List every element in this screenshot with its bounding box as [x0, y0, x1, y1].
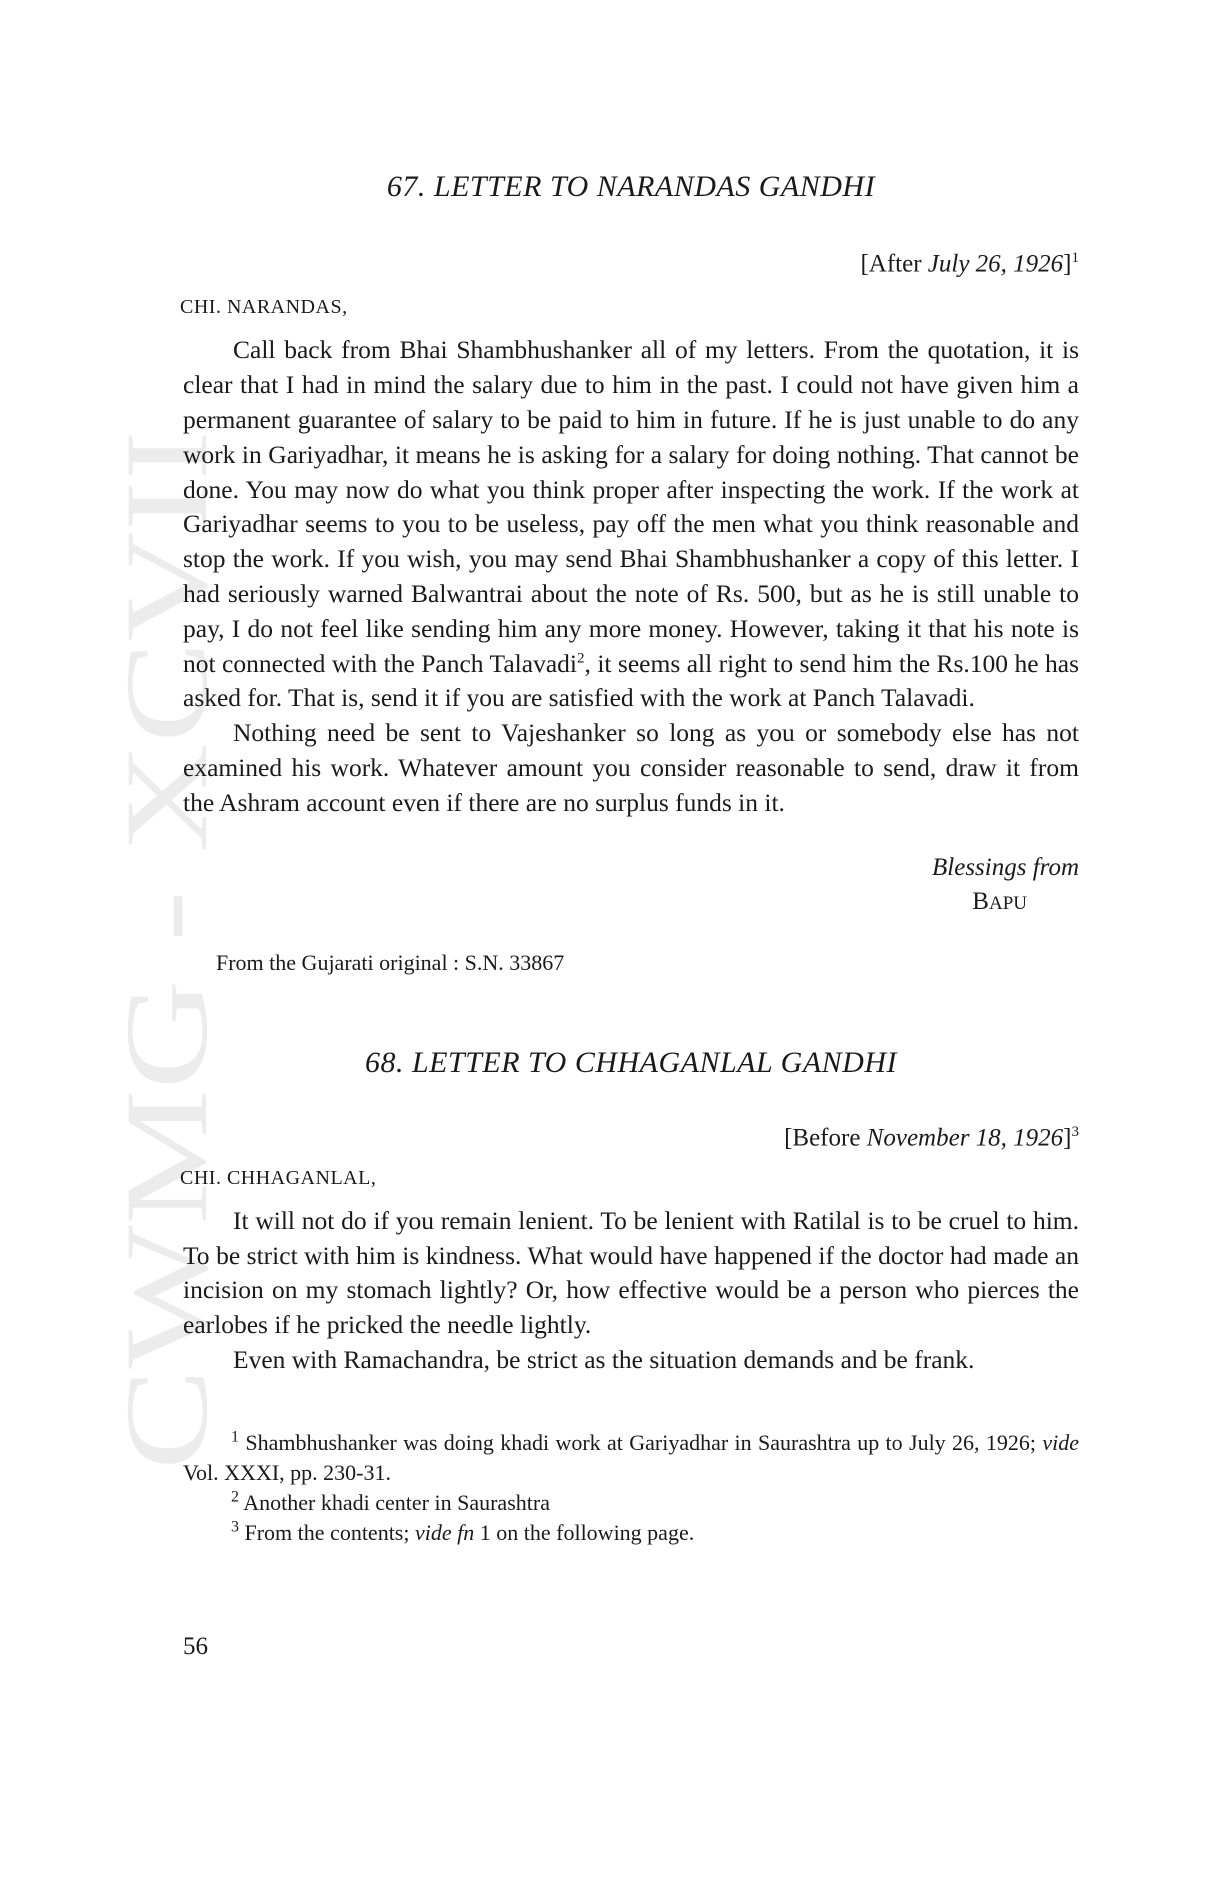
letter-67-date — [183, 250, 1079, 278]
footnote-ref-1: 1 — [1071, 250, 1079, 266]
letter-67-salutation: CHI. NARANDAS, — [180, 296, 348, 319]
footnotes — [183, 1428, 1079, 1548]
date-suffix: ] — [1063, 1124, 1072, 1152]
letter-67-paragraph-2: Nothing need be sent to Vajeshanker so long as you or somebody else has not examined his work. Whatever amount you consider reasonable to send, draw it from the Ashram account even if there are no surplus funds in it. — [183, 718, 1079, 817]
footnote-number: 3 — [231, 1518, 239, 1536]
signature-initial: B — [972, 888, 989, 916]
date-italic: July 26, 1926 — [927, 250, 1064, 278]
footnote-text: From the contents; — [239, 1519, 415, 1545]
signature-rest: APU — [988, 893, 1027, 915]
footnote-number: 1 — [231, 1428, 239, 1446]
footnote-text: Another khadi center in Saurashtra — [239, 1489, 550, 1515]
watermark-text: CWMG - XCVII — [101, 663, 232, 1470]
footnote-text: Shambhushanker was doing khadi work at Gariyadhar in Saurashtra up to July 26, 1926; — [239, 1429, 1043, 1455]
paragraph-text: , it seems all right to send him the Rs.100 he has asked for. That is, send it if you are satisfied with the work at Panch Talavadi. — [183, 648, 1079, 713]
letter-67-title: 67. LETTER TO NARANDAS GANDHI — [386, 170, 876, 203]
letter-68-date — [183, 1124, 1079, 1152]
letter-68-title: 68. LETTER TO CHHAGANLAL GANDHI — [365, 1046, 897, 1080]
letter-68-paragraph-2: Even with Ramachandra, be strict as the situation demands and be frank. — [233, 1345, 975, 1374]
page-number: 56 — [183, 1633, 208, 1660]
date-prefix: [After — [860, 250, 928, 278]
letter-67-paragraph-1 — [183, 333, 1079, 716]
footnote-italic: vide — [1042, 1429, 1079, 1455]
footnote-1 — [183, 1428, 1079, 1488]
letter-67-signature — [183, 888, 1027, 916]
letter-67-source: From the Gujarati original : S.N. 33867 — [216, 950, 565, 976]
footnote-text: 1 on the following page. — [474, 1519, 695, 1545]
document-page — [180, 170, 1079, 1548]
date-italic: November 18, 1926 — [866, 1124, 1064, 1152]
footnote-3 — [183, 1518, 1079, 1548]
footnote-number: 2 — [231, 1488, 239, 1506]
letter-67-signoff: Blessings from — [932, 854, 1079, 882]
footnote-text: Vol. XXXI, pp. 230-31. — [183, 1459, 391, 1485]
footnote-ref-3: 3 — [1071, 1124, 1079, 1141]
date-suffix: ] — [1063, 250, 1072, 278]
paragraph-text: Call back from Bhai Shambhushanker all of my letters. From the quotation, it is clear that I had in mind the salary due to him in the past. I could not have given him a permanent guarantee of salary to be paid to him in future. If he is just unable to do any work in Gariyadhar, it means he is asking for a salary for doing nothing. That cannot be done. You may now do what you think proper after inspecting the work. If the work at Gariyadhar seems to you to be useless, pay off the men what you think reasonable and stop the work. If you wish, you may send Bhai Shambhushanker a copy of this letter. I had seriously warned Balwantrai about the note of Rs. 500, but as he is still unable to pay, I do not feel like sending him any more money. However, taking it that his note is not connected with the Panch Talavadi — [183, 335, 1079, 678]
footnote-ref-2: 2 — [576, 650, 585, 666]
footnote-italic: vide fn — [414, 1519, 475, 1545]
letter-68-paragraph-1: It will not do if you remain lenient. To be lenient with Ratilal is to be cruel to him. To be strict with him is kindness. What would have happened if the doctor had made an incision on my stomach lightly? Or, how effective would be a person who pierces the earlobes if he pricked the needle lightly. — [183, 1205, 1079, 1340]
date-prefix: [Before — [784, 1124, 867, 1152]
footnote-2 — [183, 1488, 1079, 1518]
letter-68-salutation: CHI. CHHAGANLAL, — [180, 1166, 377, 1189]
